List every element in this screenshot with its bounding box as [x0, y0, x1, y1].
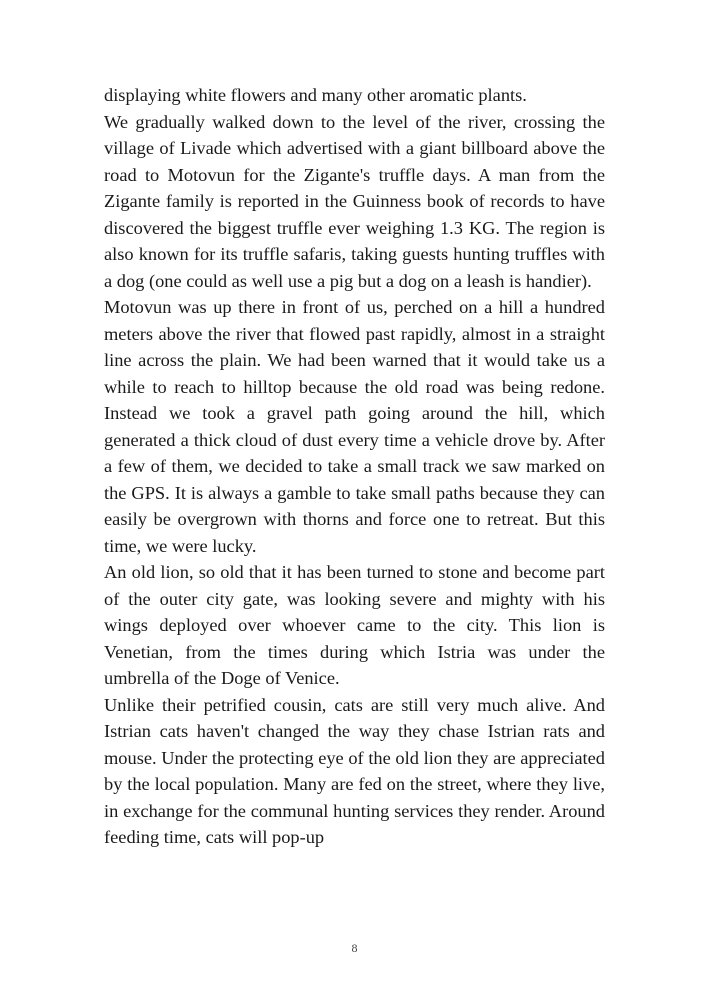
page-number: 8	[351, 941, 358, 955]
paragraph-stone-lion: An old lion, so old that it has been turned to stone and become part of the outer city gate, was looking severe and mighty with his wings deployed over whoever came to the city. This lion is Venetian, from the times during which Istria was under the umbrella of the Doge of Venice.	[104, 562, 605, 688]
body-text	[104, 82, 605, 851]
paragraph-istrian-cats: Unlike their petrified cousin, cats are still very much alive. And Istrian cats haven't changed the way they chase Istrian rats and mouse. Under the protecting eye of the old lion they are appreciated by the local population. Many are fed on the street, where they live, in exchange for the communal hunting services they render. Around feeding time, cats will pop-up	[104, 694, 605, 847]
paragraph-livade-truffles: We gradually walked down to the level of the river, crossing the village of Livade which advertised with a giant billboard above the road to Motovun for the Zigante's truffle days. A man from the Zigante family is reported in the Guinness book of records to have discovered the biggest truffle ever weighing 1.3 KG. The region is also known for its truffle safaris, taking guests hunting truffles with a dog (one could as well use a pig but a dog on a leash is handier).	[104, 111, 605, 291]
paragraph-flowers-ending: displaying white flowers and many other aromatic plants.	[104, 85, 527, 105]
paragraph-motovun-hill: Motovun was up there in front of us, perched on a hill a hundred meters above the river that flowed past rapidly, almost in a straight line across the plain. We had been warned that it would take us a while to reach to hilltop because the old road was being redone. Instead we took a gravel path going around the hill, which generated a thick cloud of dust every time a vehicle drove by. After a few of them, we decided to take a small track we saw marked on the GPS. It is always a gamble to take small paths because they can easily be overgrown with thorns and force one to retreat. But this time, we were lucky.	[104, 297, 605, 556]
